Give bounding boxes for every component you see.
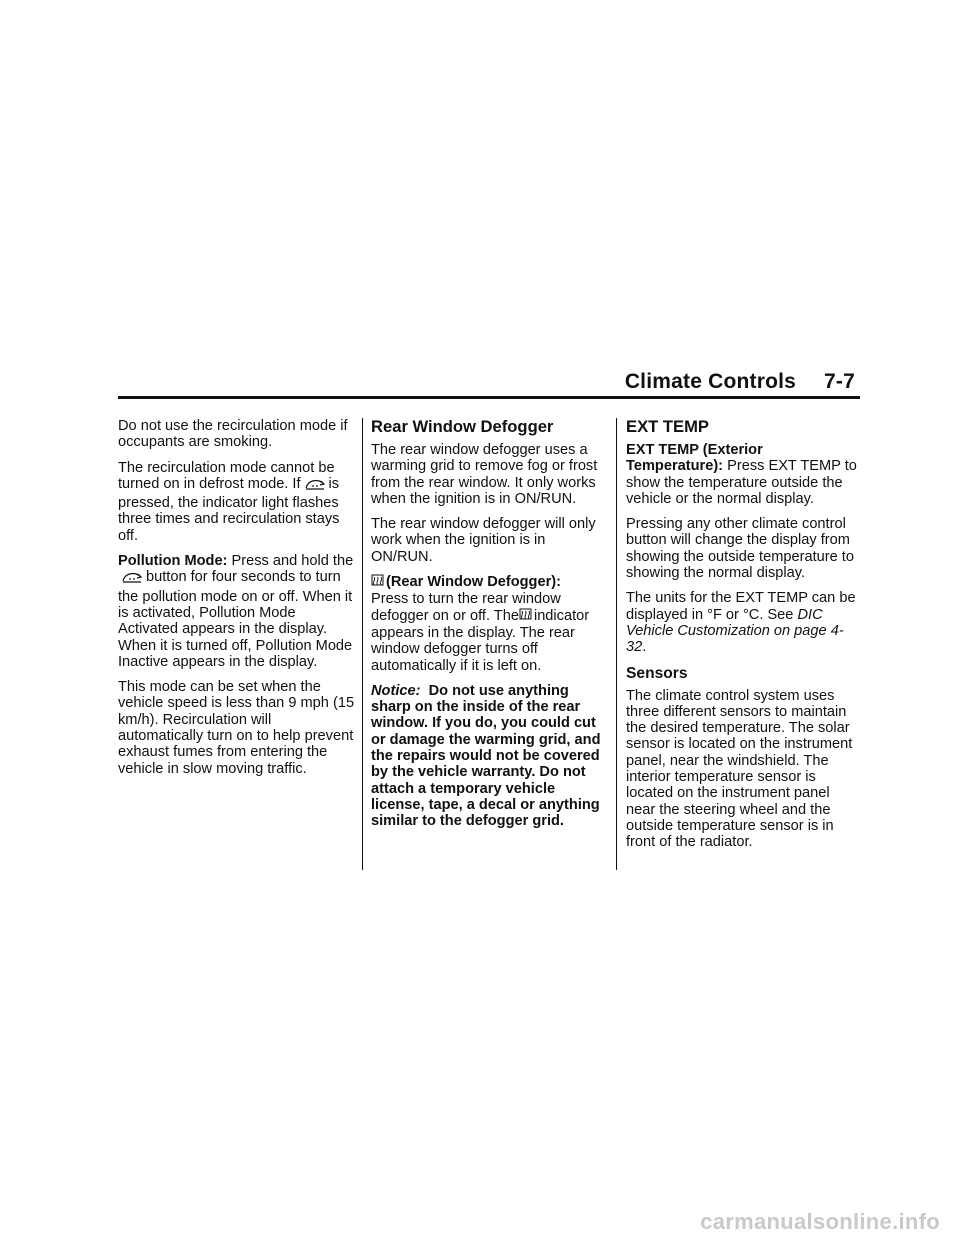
notice-text: Do not use anything sharp on the inside of the rear window. If you do, you could cut or damage the warming grid, and the repairs would not be covered by the vehicle warranty. Do not attach a temporary vehicle license, tape, a decal or anything similar to the defogger grid.: [371, 682, 601, 830]
recirculation-icon: [121, 570, 143, 588]
rear-defogger-icon: [519, 608, 532, 625]
header-rule: [118, 396, 860, 399]
paragraph-text: Press to turn the rear window defogger on or off. The: [371, 591, 561, 624]
ext-temp-label: EXT TEMP (Exterior Temperature):: [626, 442, 763, 475]
column-divider-right: [616, 418, 617, 870]
paragraph: This mode can be set when the vehicle speed is less than 9 mph (15 km/h). Recirculation will automatically turn on to help prevent exhaust fumes from entering the vehicle in slow moving traffic.: [118, 679, 355, 777]
column-divider-left: [362, 418, 363, 870]
column-1: [118, 418, 358, 786]
paragraph-text: button for four seconds to turn the pollution mode on or off. When it is activated, Pollution Mode Activated appears in the display. When it is turned off, Pollution Mode Inactive appears in the display.: [118, 569, 353, 670]
paragraph-text: Press EXT TEMP to show the temperature outside the vehicle or the normal display.: [626, 458, 857, 507]
paragraph: The rear window defogger will only work when the ignition is in ON/RUN.: [371, 516, 596, 565]
paragraph-text: Press and hold the: [227, 553, 354, 570]
watermark: carmanualsonline.info: [700, 1209, 940, 1234]
section-title: Climate Controls: [624, 370, 797, 393]
recirculation-icon: [304, 477, 326, 495]
paragraph: [626, 590, 862, 655]
section-heading: Rear Window Defogger: [371, 417, 554, 436]
paragraph-text: indicator appears in the display. The rear window defogger turns off automatically if it is left on.: [371, 607, 590, 674]
rear-defogger-label: (Rear Window Defogger):: [386, 574, 561, 591]
page-number: 7-7: [824, 370, 855, 393]
notice: [371, 683, 607, 830]
paragraph: [371, 574, 607, 674]
paragraph-text: .: [642, 639, 647, 656]
paragraph: The rear window defogger uses a warming grid to remove fog or frost from the rear window. It only works when the ignition is in ON/RUN.: [371, 442, 598, 507]
page-header: [625, 370, 855, 394]
rear-defogger-icon: [371, 574, 384, 591]
paragraph-text: The recirculation mode cannot be turned on in defrost mode. If: [118, 459, 335, 492]
paragraph: Pressing any other climate control button will change the display from showing the outside temperature to showing the normal display.: [626, 516, 854, 582]
paragraph-text: The units for the EXT TEMP can be displayed in °F or °C. See: [626, 590, 856, 623]
paragraph: [118, 460, 358, 544]
paragraph: [626, 442, 862, 507]
paragraph: The climate control system uses three different sensors to maintain the desired temperature. The solar sensor is located on the instrument panel, near the windshield. The interior temperature sensor is located on the instrument panel near the steering wheel and the outside temperature sensor is in front of the radiator.: [626, 687, 853, 851]
paragraph: Do not use the recirculation mode if occupants are smoking.: [118, 418, 348, 451]
notice-label: Notice:: [371, 682, 421, 699]
column-3: [626, 418, 862, 860]
cross-reference-link[interactable]: DIC Vehicle Customization on page 4-32: [626, 606, 844, 656]
sub-heading: Sensors: [626, 664, 688, 682]
section-heading: EXT TEMP: [626, 417, 709, 436]
paragraph: [118, 553, 358, 670]
column-2: [371, 418, 607, 839]
pollution-mode-label: Pollution Mode:: [118, 553, 228, 570]
paragraph-text: is pressed, the indicator light flashes three times and recirculation stays off.: [118, 475, 340, 544]
